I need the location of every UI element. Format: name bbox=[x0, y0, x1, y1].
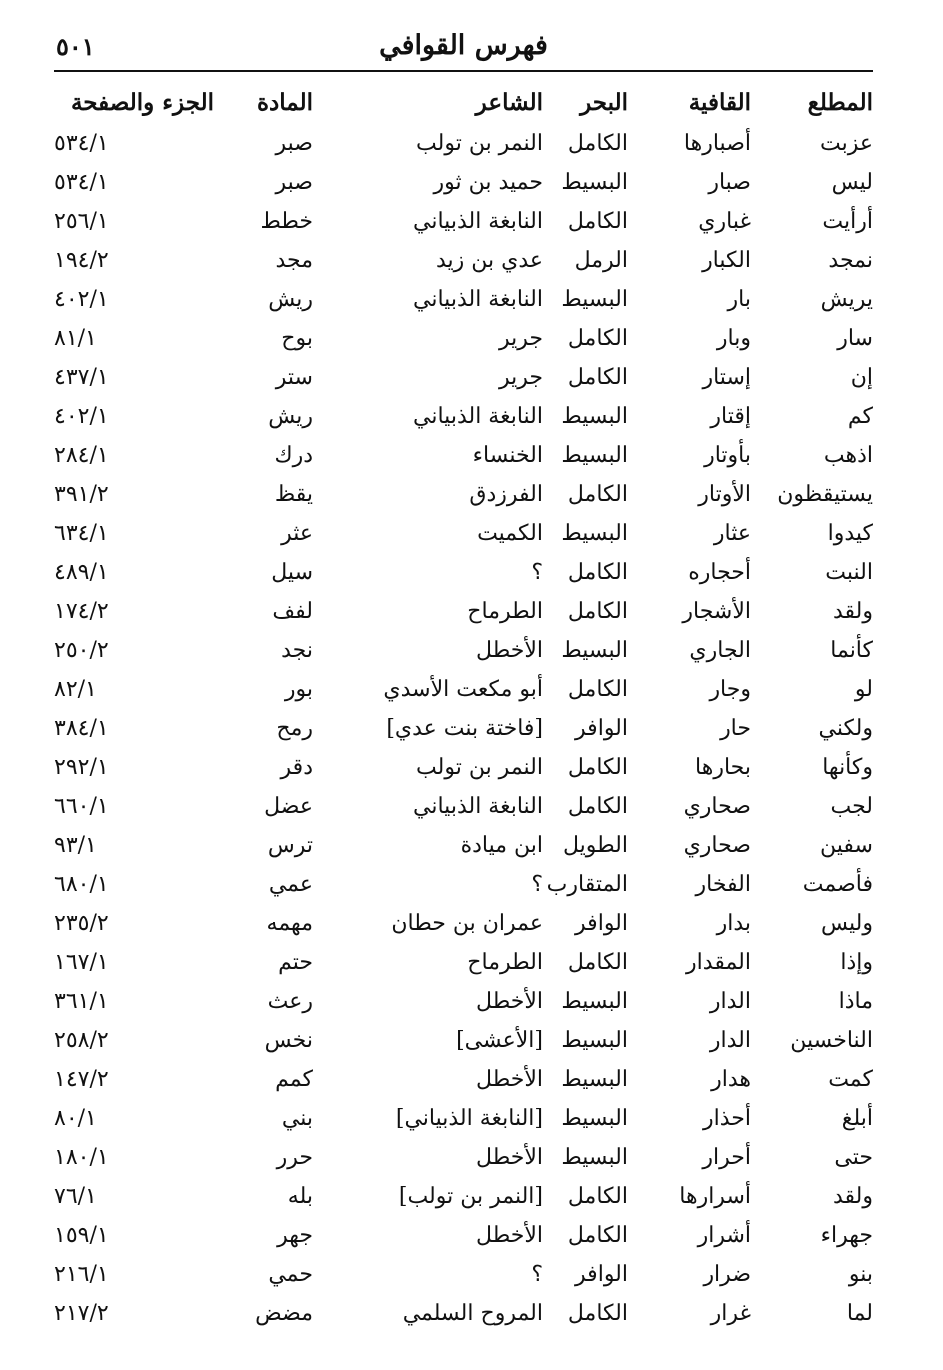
cell-matla: سفين bbox=[820, 833, 873, 858]
table-row bbox=[54, 280, 873, 319]
cell-bahr: الكامل bbox=[567, 209, 628, 234]
table-row bbox=[54, 1060, 873, 1099]
cell-madda: رمح bbox=[276, 716, 313, 741]
cell-madda: عضل bbox=[264, 794, 313, 819]
cell-bahr: البسيط bbox=[561, 404, 628, 429]
column-header-madda: المادة bbox=[257, 88, 313, 116]
cell-matla: ماذا bbox=[838, 989, 873, 1014]
cell-madda: حرر bbox=[276, 1145, 313, 1170]
cell-madda: عمي bbox=[268, 872, 313, 897]
cell-qafiya: وجار bbox=[709, 677, 751, 702]
cell-bahr: الرمل bbox=[574, 248, 628, 273]
cell-matla: نمجد bbox=[828, 248, 873, 273]
cell-bahr: الكامل bbox=[567, 794, 628, 819]
cell-matla: ولقد bbox=[832, 599, 873, 624]
table-row bbox=[54, 1138, 873, 1177]
cell-qafiya: غرار bbox=[710, 1301, 751, 1326]
cell-bahr: البسيط bbox=[561, 1106, 628, 1131]
table-row bbox=[54, 124, 873, 163]
cell-bahr: البسيط bbox=[561, 1067, 628, 1092]
cell-matla: ليس bbox=[831, 170, 873, 195]
cell-shaer: الطرماح bbox=[467, 950, 543, 975]
table-row bbox=[54, 709, 873, 748]
cell-shaer: النمر بن تولب bbox=[416, 755, 543, 780]
cell-juz-safha: ١٧٤/٢ bbox=[54, 599, 109, 624]
cell-qafiya: الكبار bbox=[702, 248, 751, 273]
cell-matla: كمت bbox=[828, 1067, 873, 1092]
cell-juz-safha: ١٨٠/١ bbox=[54, 1145, 109, 1170]
cell-madda: يقظ bbox=[274, 482, 313, 507]
cell-madda: بوح bbox=[281, 326, 313, 351]
cell-shaer: الكميت bbox=[477, 521, 543, 546]
cell-shaer: الأخطل bbox=[476, 1145, 543, 1170]
cell-qafiya: أشرار bbox=[697, 1223, 751, 1248]
cell-matla: اذهب bbox=[823, 443, 873, 468]
cell-shaer: الأخطل bbox=[476, 1067, 543, 1092]
cell-shaer: الخنساء bbox=[472, 443, 543, 468]
cell-bahr: الكامل bbox=[567, 482, 628, 507]
cell-qafiya: بدار bbox=[716, 911, 751, 936]
cell-juz-safha: ٣٦١/١ bbox=[54, 989, 109, 1014]
cell-juz-safha: ٢٥٦/١ bbox=[54, 209, 109, 234]
cell-matla: كيدوا bbox=[827, 521, 873, 546]
cell-matla: عزبت bbox=[820, 131, 873, 156]
cell-juz-safha: ٣٨٤/١ bbox=[54, 716, 109, 741]
cell-bahr: البسيط bbox=[561, 443, 628, 468]
table-row bbox=[54, 631, 873, 670]
cell-bahr: الكامل bbox=[567, 599, 628, 624]
cell-bahr: البسيط bbox=[561, 287, 628, 312]
cell-bahr: الكامل bbox=[567, 677, 628, 702]
cell-juz-safha: ٨٠/١ bbox=[54, 1106, 97, 1131]
cell-madda: صبر bbox=[275, 170, 313, 195]
cell-madda: ريش bbox=[268, 404, 313, 429]
cell-qafiya: صحاري bbox=[683, 794, 751, 819]
table-row bbox=[54, 670, 873, 709]
cell-bahr: البسيط bbox=[561, 1145, 628, 1170]
cell-juz-safha: ١٩٤/٢ bbox=[54, 248, 109, 273]
table-row bbox=[54, 202, 873, 241]
cell-shaer: [فاختة بنت عدي] bbox=[386, 716, 543, 741]
table-row bbox=[54, 943, 873, 982]
cell-shaer: النابغة الذبياني bbox=[413, 287, 543, 312]
cell-madda: رعث bbox=[267, 989, 313, 1014]
cell-qafiya: بار bbox=[727, 287, 751, 312]
cell-bahr: البسيط bbox=[561, 170, 628, 195]
cell-juz-safha: ٤٠٢/١ bbox=[54, 287, 109, 312]
cell-madda: حتم bbox=[278, 950, 313, 975]
table-row bbox=[54, 1294, 873, 1333]
cell-matla: إن bbox=[850, 365, 873, 390]
cell-bahr: الوافر bbox=[575, 911, 628, 936]
table-row bbox=[54, 358, 873, 397]
table-row bbox=[54, 748, 873, 787]
table-row bbox=[54, 514, 873, 553]
cell-matla: يريش bbox=[820, 287, 873, 312]
cell-qafiya: صبار bbox=[708, 170, 751, 195]
cell-matla: لما bbox=[846, 1301, 873, 1326]
cell-qafiya: أحذار bbox=[703, 1106, 751, 1131]
cell-qafiya: الفخار bbox=[695, 872, 751, 897]
cell-matla: وكأنها bbox=[822, 755, 873, 780]
cell-shaer: ؟ bbox=[531, 1262, 543, 1287]
column-header-bahr: البحر bbox=[580, 88, 628, 116]
cell-shaer: الفرزدق bbox=[469, 482, 543, 507]
cell-madda: مضض bbox=[255, 1301, 313, 1326]
cell-madda: مجد bbox=[275, 248, 313, 273]
table-row bbox=[54, 397, 873, 436]
cell-bahr: الكامل bbox=[567, 950, 628, 975]
rhyme-index-table bbox=[54, 80, 873, 1333]
cell-qafiya: أحجاره bbox=[688, 560, 751, 585]
table-row bbox=[54, 787, 873, 826]
cell-matla: لجب bbox=[830, 794, 873, 819]
cell-qafiya: بأوتار bbox=[704, 443, 751, 468]
cell-qafiya: أحرار bbox=[702, 1145, 751, 1170]
cell-shaer: جرير bbox=[499, 365, 543, 390]
table-row bbox=[54, 475, 873, 514]
table-row bbox=[54, 865, 873, 904]
cell-madda: جهر bbox=[277, 1223, 313, 1248]
cell-juz-safha: ٦٣٤/١ bbox=[54, 521, 109, 546]
cell-bahr: البسيط bbox=[561, 521, 628, 546]
cell-bahr: الكامل bbox=[567, 1301, 628, 1326]
table-row bbox=[54, 1177, 873, 1216]
cell-qafiya: بحارها bbox=[695, 755, 751, 780]
cell-matla: الناخسين bbox=[790, 1028, 873, 1053]
table-row bbox=[54, 1255, 873, 1294]
cell-shaer: النابغة الذبياني bbox=[413, 209, 543, 234]
cell-matla: فأصمت bbox=[802, 872, 873, 897]
cell-bahr: الكامل bbox=[567, 1223, 628, 1248]
cell-juz-safha: ٢١٦/١ bbox=[54, 1262, 109, 1287]
cell-matla: كم bbox=[847, 404, 873, 429]
column-header-juz-safha: الجزء والصفحة bbox=[70, 88, 214, 116]
header-rule bbox=[54, 70, 873, 72]
cell-juz-safha: ٤٠٢/١ bbox=[54, 404, 109, 429]
column-header-matla: المطلع bbox=[807, 88, 873, 116]
table-row bbox=[54, 553, 873, 592]
cell-juz-safha: ٤٨٩/١ bbox=[54, 560, 109, 585]
cell-madda: بور bbox=[284, 677, 313, 702]
cell-madda: نخس bbox=[264, 1028, 313, 1053]
table-row bbox=[54, 163, 873, 202]
cell-madda: دقر bbox=[280, 755, 313, 780]
cell-qafiya: ضرار bbox=[703, 1262, 751, 1287]
cell-matla: لو bbox=[854, 677, 873, 702]
page-number: ٥٠١ bbox=[56, 32, 95, 61]
cell-qafiya: صحاري bbox=[683, 833, 751, 858]
cell-bahr: الكامل bbox=[567, 365, 628, 390]
cell-shaer: ؟ bbox=[531, 560, 543, 585]
cell-madda: خطط bbox=[260, 209, 313, 234]
table-row bbox=[54, 1021, 873, 1060]
cell-madda: بله bbox=[287, 1184, 313, 1209]
cell-madda: نجد bbox=[281, 638, 313, 663]
cell-shaer: الأخطل bbox=[476, 1223, 543, 1248]
table-row bbox=[54, 241, 873, 280]
cell-matla: ولقد bbox=[832, 1184, 873, 1209]
cell-shaer: [الأعشى] bbox=[456, 1028, 543, 1053]
table-row bbox=[54, 904, 873, 943]
cell-madda: ريش bbox=[268, 287, 313, 312]
cell-qafiya: هدار bbox=[711, 1067, 751, 1092]
cell-qafiya: المقدار bbox=[686, 950, 751, 975]
cell-matla: يستيقظون bbox=[777, 482, 873, 507]
cell-shaer: أبو مكعت الأسدي bbox=[383, 677, 543, 702]
cell-bahr: المتقارب bbox=[546, 872, 628, 897]
cell-juz-safha: ٩٣/١ bbox=[54, 833, 97, 858]
cell-juz-safha: ٢٣٥/٢ bbox=[54, 911, 109, 936]
column-header-qafiya: القافية bbox=[688, 88, 751, 116]
cell-shaer: الأخطل bbox=[476, 638, 543, 663]
cell-juz-safha: ٢١٧/٢ bbox=[54, 1301, 109, 1326]
cell-bahr: الكامل bbox=[567, 326, 628, 351]
table-row bbox=[54, 1216, 873, 1255]
table-row bbox=[54, 319, 873, 358]
cell-matla: ولكني bbox=[818, 716, 873, 741]
table-row bbox=[54, 592, 873, 631]
cell-shaer: حميد بن ثور bbox=[433, 170, 543, 195]
cell-shaer: المروح السلمي bbox=[402, 1301, 543, 1326]
cell-qafiya: الأوتار bbox=[698, 482, 751, 507]
cell-matla: جهراء bbox=[820, 1223, 873, 1248]
column-header-shaer: الشاعر bbox=[475, 88, 543, 116]
table-row bbox=[54, 436, 873, 475]
cell-matla: حتى bbox=[834, 1145, 873, 1170]
table-row bbox=[54, 826, 873, 865]
cell-bahr: البسيط bbox=[561, 989, 628, 1014]
cell-bahr: الوافر bbox=[575, 1262, 628, 1287]
cell-juz-safha: ٥٣٤/١ bbox=[54, 131, 109, 156]
cell-juz-safha: ٢٥٨/٢ bbox=[54, 1028, 109, 1053]
cell-madda: مهمه bbox=[266, 911, 313, 936]
cell-shaer: جرير bbox=[499, 326, 543, 351]
cell-matla: أبلغ bbox=[841, 1106, 873, 1131]
cell-shaer: [النمر بن تولب] bbox=[398, 1184, 543, 1209]
cell-qafiya: أسرارها bbox=[679, 1184, 751, 1209]
cell-bahr: الكامل bbox=[567, 1184, 628, 1209]
cell-qafiya: أصبارها bbox=[683, 131, 751, 156]
cell-juz-safha: ٣٩١/٢ bbox=[54, 482, 109, 507]
cell-matla: وإذا bbox=[840, 950, 873, 975]
cell-juz-safha: ١٤٧/٢ bbox=[54, 1067, 109, 1092]
cell-shaer: ؟ bbox=[531, 872, 543, 897]
cell-shaer: عدي بن زيد bbox=[435, 248, 543, 273]
cell-shaer: النابغة الذبياني bbox=[413, 404, 543, 429]
cell-madda: درك bbox=[274, 443, 313, 468]
table-header-row bbox=[54, 80, 873, 124]
cell-bahr: الكامل bbox=[567, 131, 628, 156]
cell-madda: بني bbox=[281, 1106, 313, 1131]
cell-qafiya: عثار bbox=[713, 521, 751, 546]
cell-bahr: الطويل bbox=[562, 833, 628, 858]
cell-juz-safha: ١٥٩/١ bbox=[54, 1223, 109, 1248]
cell-qafiya: الدار bbox=[709, 989, 751, 1014]
cell-bahr: البسيط bbox=[561, 638, 628, 663]
cell-qafiya: الأشجار bbox=[682, 599, 751, 624]
cell-shaer: الأخطل bbox=[476, 989, 543, 1014]
cell-qafiya: الجاري bbox=[689, 638, 751, 663]
cell-matla: أرأيت bbox=[822, 209, 873, 234]
cell-matla: بنو bbox=[848, 1262, 873, 1287]
cell-juz-safha: ٢٩٢/١ bbox=[54, 755, 109, 780]
cell-qafiya: غباري bbox=[698, 209, 751, 234]
cell-madda: كمم bbox=[275, 1067, 313, 1092]
cell-juz-safha: ٢٥٠/٢ bbox=[54, 638, 109, 663]
cell-juz-safha: ١٦٧/١ bbox=[54, 950, 109, 975]
cell-madda: لفف bbox=[272, 599, 313, 624]
cell-qafiya: وبار bbox=[716, 326, 751, 351]
cell-bahr: الكامل bbox=[567, 560, 628, 585]
cell-bahr: البسيط bbox=[561, 1028, 628, 1053]
cell-madda: ترس bbox=[267, 833, 313, 858]
cell-shaer: ابن ميادة bbox=[460, 833, 543, 858]
cell-qafiya: حار bbox=[720, 716, 751, 741]
cell-juz-safha: ٤٣٧/١ bbox=[54, 365, 109, 390]
cell-juz-safha: ٧٦/١ bbox=[54, 1184, 97, 1209]
cell-shaer: النمر بن تولب bbox=[416, 131, 543, 156]
cell-juz-safha: ٦٦٠/١ bbox=[54, 794, 109, 819]
cell-madda: عثر bbox=[281, 521, 313, 546]
cell-juz-safha: ٨٢/١ bbox=[54, 677, 97, 702]
cell-madda: صبر bbox=[275, 131, 313, 156]
cell-madda: حمي bbox=[268, 1262, 313, 1287]
cell-matla: سار bbox=[837, 326, 873, 351]
page-header bbox=[54, 26, 873, 70]
cell-juz-safha: ٦٨٠/١ bbox=[54, 872, 109, 897]
cell-qafiya: إقتار bbox=[710, 404, 751, 429]
cell-shaer: الطرماح bbox=[467, 599, 543, 624]
cell-qafiya: إستار bbox=[702, 365, 751, 390]
cell-matla: النبت bbox=[825, 560, 873, 585]
cell-shaer: النابغة الذبياني bbox=[413, 794, 543, 819]
cell-qafiya: الدار bbox=[709, 1028, 751, 1053]
cell-matla: كأنما bbox=[830, 638, 873, 663]
cell-madda: سيل bbox=[271, 560, 313, 585]
cell-shaer: عمران بن حطان bbox=[391, 911, 543, 936]
cell-juz-safha: ٢٨٤/١ bbox=[54, 443, 109, 468]
cell-bahr: الكامل bbox=[567, 755, 628, 780]
table-row bbox=[54, 982, 873, 1021]
cell-shaer: [النابغة الذبياني] bbox=[395, 1106, 543, 1131]
cell-juz-safha: ٥٣٤/١ bbox=[54, 170, 109, 195]
table-row bbox=[54, 1099, 873, 1138]
cell-madda: ستر bbox=[275, 365, 313, 390]
cell-bahr: الوافر bbox=[575, 716, 628, 741]
cell-matla: وليس bbox=[820, 911, 873, 936]
cell-juz-safha: ٨١/١ bbox=[54, 326, 97, 351]
page-title: فهرس القوافي bbox=[379, 30, 548, 61]
